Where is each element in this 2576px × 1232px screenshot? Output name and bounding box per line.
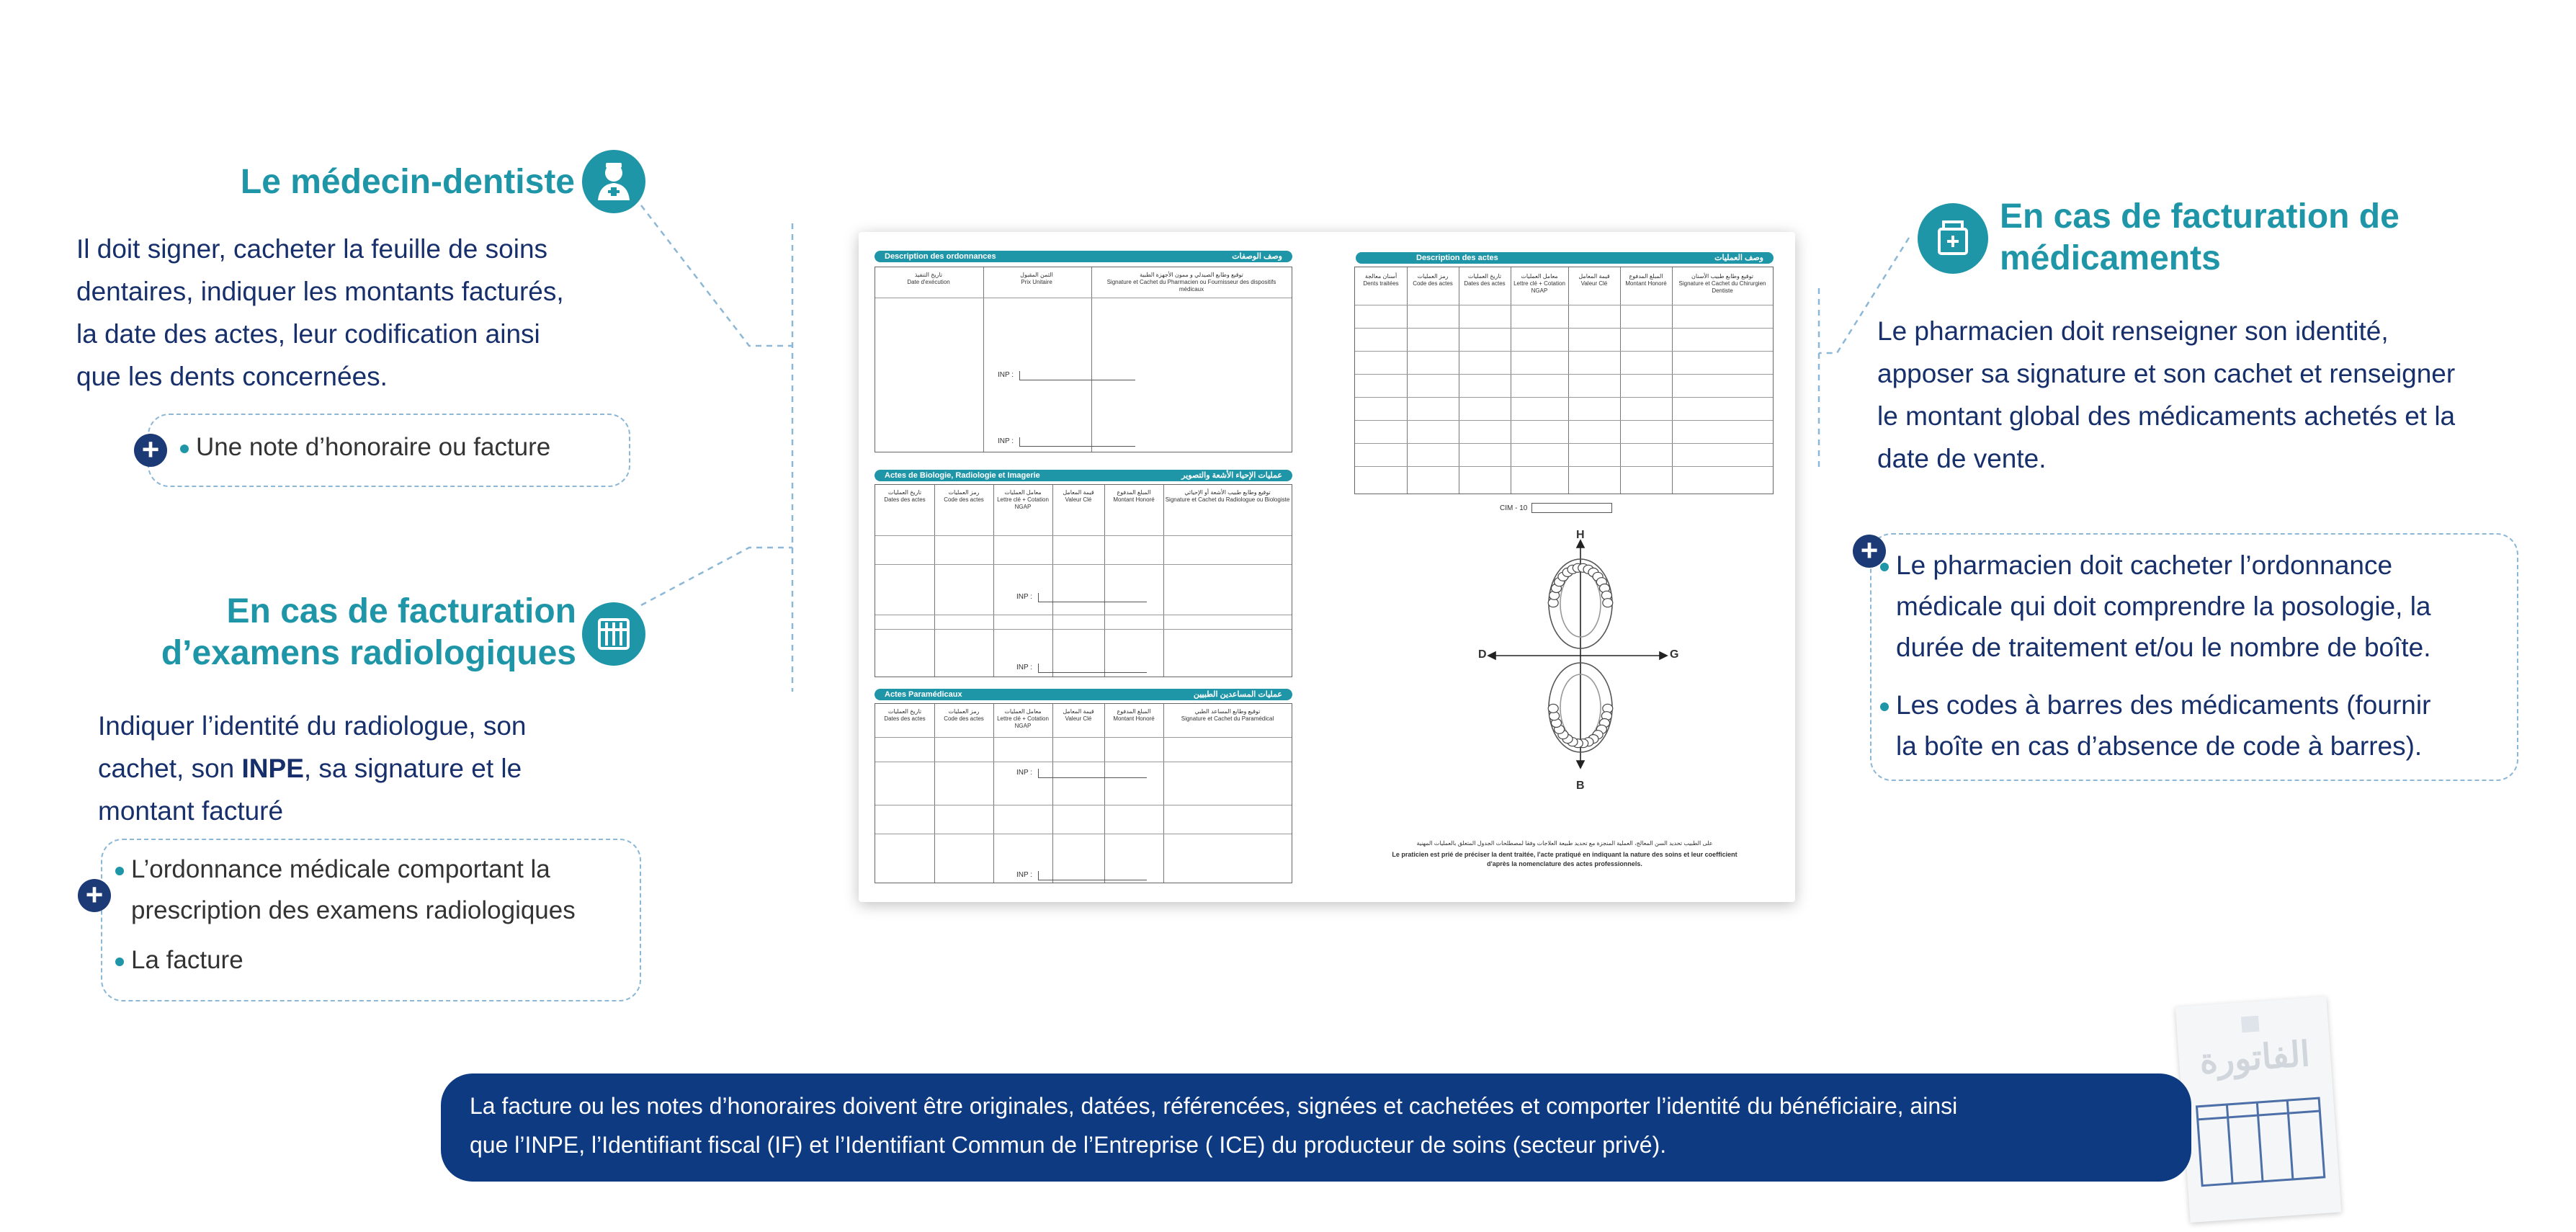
banner-line: que l’INPE, l’Identifiant fiscal (IF) et l’Identifiant Commun de l’Entreprise ( ICE) du producteur de soins (secteur privé). — [470, 1132, 1667, 1158]
table-row — [1355, 351, 1773, 352]
table-row — [1355, 397, 1773, 398]
radiology-bullet-text: La facture — [131, 946, 243, 974]
table-header: أسنان معالجة Dents traitées — [1363, 273, 1399, 287]
table-row — [875, 535, 1292, 536]
medication-bullet-text: Le pharmacien doit cacheter l’ordonnance — [1896, 550, 2393, 580]
form-note-ar: على الطبيب تحديد السن المعالج، العملية المنجزة مع تحديد طبيعة العلاجات وفقا لمصطلحات الجدول المتعلق بالعمليات المهنية — [1416, 840, 1713, 847]
inp-field — [1038, 769, 1147, 778]
table-col — [1091, 267, 1092, 452]
medication-bullet-text: la boîte en cas d’absence de code à barres). — [1896, 731, 2423, 761]
radiology-description — [98, 705, 631, 832]
table-row — [1355, 420, 1773, 421]
table-col — [1620, 267, 1621, 494]
table-header: المبلغ المدفوع Montant Honoré — [1113, 708, 1155, 722]
cim-label: CIM - 10 — [1500, 504, 1528, 512]
form-note-fr-line: d'après la nomenclature des actes professionnels. — [1487, 860, 1642, 867]
medication-bullet-1 — [1880, 545, 2431, 668]
axis-label-top: H — [1576, 529, 1585, 541]
bullet-dot — [1880, 563, 1889, 571]
table-col — [983, 267, 984, 452]
section-header-actes — [1356, 252, 1774, 264]
section-title-ar: عمليات المساعدين الطبيين — [1193, 690, 1282, 699]
radiology-text: cachet, son — [98, 754, 242, 783]
inp-field — [1038, 593, 1147, 602]
bullet-dot — [1880, 702, 1889, 711]
info-banner — [441, 1073, 2191, 1182]
bullet-dot — [180, 445, 189, 453]
medication-title-line2: médicaments — [2000, 239, 2221, 277]
radiology-line: montant facturé — [98, 796, 284, 826]
table-header: المبلغ المدفوع Montant Honoré — [1113, 489, 1155, 503]
section-title-fr: Actes Paramédicaux — [885, 690, 962, 699]
medication-line: le montant global des médicaments achetés et la — [1877, 401, 2456, 431]
table-col — [993, 485, 994, 677]
section-header-ordonnances — [875, 251, 1292, 262]
inp-field — [1019, 437, 1135, 447]
medication-title-line1: En cas de facturation de — [2000, 197, 2400, 236]
inp-field — [1019, 371, 1135, 380]
bullet-dot — [115, 867, 124, 875]
table-col — [1407, 267, 1408, 494]
table-header: المبلغ المدفوع Montant Honoré — [1625, 273, 1667, 287]
section-title-ar: وصف العمليات — [1714, 254, 1763, 262]
inp-field — [1038, 871, 1147, 880]
medicine-box-icon — [1918, 203, 1988, 274]
dental-care-form — [859, 232, 1795, 902]
dentist-bullet-text: Une note d’honoraire ou facture — [196, 433, 551, 461]
table-col — [1052, 485, 1053, 677]
table-header: قيمة المعامل Valeur Clé — [1063, 708, 1094, 722]
table-col — [1672, 267, 1673, 494]
table-row — [875, 629, 1292, 630]
table-col — [1568, 267, 1569, 494]
medication-title — [2000, 196, 2562, 280]
inp-label: INP : — [1016, 769, 1033, 777]
medication-bullet-text: Les codes à barres des médicaments (fournir — [1896, 690, 2431, 720]
table-col — [1163, 485, 1164, 677]
banner-line: La facture ou les notes d’honoraires doivent être originales, datées, référencées, signées et cachetées et comporter l’identité du bénéficiaire, ainsi — [470, 1093, 1958, 1119]
table-col — [1163, 704, 1164, 883]
invoice-title-text: الفاتورة — [2198, 1035, 2312, 1081]
table-header: توقيع وطابع طبيب الأشعة أو الإحيائي Signature et Cachet du Radiologue ou Biologiste — [1165, 489, 1290, 503]
table-header: تاريخ العمليات Dates des actes — [1464, 273, 1506, 287]
plus-icon: + — [134, 434, 167, 467]
medication-bullet-text: durée de traitement et/ou le nombre de boîte. — [1896, 633, 2431, 662]
table-header: رمز العمليات Code des actes — [944, 489, 984, 503]
medication-line: apposer sa signature et son cachet et renseigner — [1877, 359, 2456, 388]
table-header: رمز العمليات Code des actes — [1413, 273, 1453, 287]
table-header: معامل العمليات Lettre clé + Cotation NGAP — [997, 489, 1049, 510]
axis-label-bottom: B — [1576, 780, 1585, 792]
radiology-bullet-text: prescription des examens radiologiques — [131, 896, 576, 924]
plus-icon: + — [1853, 535, 1886, 568]
table-row — [875, 737, 1292, 738]
cim-field — [1531, 503, 1612, 513]
dentist-line: dentaires, indiquer les montants facturés, — [76, 277, 564, 306]
table-row — [1355, 466, 1773, 467]
medication-bullet-text: médicale qui doit comprendre la posologie, la — [1896, 592, 2431, 621]
radiology-line: Indiquer l’identité du radiologue, son — [98, 711, 527, 741]
radiology-icon — [582, 602, 645, 666]
radiology-title-line1: En cas de facturation — [226, 592, 576, 630]
plus-icon: + — [78, 879, 111, 912]
dentist-bullet — [180, 427, 550, 468]
bullet-dot — [115, 958, 124, 966]
table-row — [1355, 374, 1773, 375]
radiology-bullet-1 — [115, 849, 576, 931]
radiology-title-line2: d’examens radiologiques — [161, 634, 576, 672]
table-col — [1104, 704, 1105, 883]
inp-field — [1038, 664, 1147, 673]
table-header: تاريخ التنفيذ Date d'exécution — [907, 272, 950, 285]
dentist-title: Le médecin-dentiste — [240, 163, 575, 201]
paramedicaux-table — [875, 703, 1292, 883]
table-header: تاريخ العمليات Dates des actes — [884, 708, 926, 722]
section-title-ar: وصف الوصفات — [1232, 252, 1282, 261]
medication-line: Le pharmacien doit renseigner son identité, — [1877, 316, 2389, 346]
section-title-fr: Description des actes — [1416, 254, 1498, 262]
biologie-table — [875, 484, 1292, 677]
tooth-icon — [1548, 704, 1558, 713]
dentist-line: Il doit signer, cacheter la feuille de soins — [76, 234, 548, 264]
table-header: معامل العمليات Lettre clé + Cotation NGAP — [1513, 273, 1565, 294]
dentist-line: la date des actes, leur codification ainsi — [76, 319, 540, 349]
ordonnances-table — [875, 267, 1292, 452]
section-title-fr: Actes de Biologie, Radiologie et Imagerie — [885, 471, 1040, 480]
dentist-icon — [582, 150, 645, 213]
radiology-title — [43, 591, 576, 674]
section-title-ar: عمليات الإحياء الأشعة والتصوير — [1181, 471, 1282, 480]
radiology-bullet-2 — [115, 939, 243, 981]
table-header: قيمة المعامل Valeur Clé — [1063, 489, 1094, 503]
section-header-biologie — [875, 470, 1292, 481]
radiology-line — [98, 747, 631, 790]
actes-table — [1354, 267, 1774, 494]
table-row — [875, 564, 1292, 565]
radiology-text: , sa signature et le — [303, 754, 522, 783]
radiology-bullet-text: L’ordonnance médicale comportant la — [131, 855, 550, 883]
invoice-document-icon — [2175, 996, 2341, 1223]
inp-label: INP : — [1016, 871, 1033, 879]
tooth-icon — [1603, 599, 1613, 607]
table-col — [993, 704, 994, 883]
axis-label-right: G — [1670, 648, 1679, 661]
medication-description — [1877, 310, 2497, 480]
table-header: معامل العمليات Lettre clé + Cotation NGAP — [997, 708, 1049, 729]
dentist-line: que les dents concernées. — [76, 362, 388, 391]
table-col — [1052, 704, 1053, 883]
inp-label: INP : — [998, 437, 1014, 445]
inp-label: INP : — [1016, 664, 1033, 671]
table-header: قيمة المعامل Valeur Clé — [1578, 273, 1610, 287]
table-header: رمز العمليات Code des actes — [944, 708, 984, 722]
table-col — [934, 485, 935, 677]
table-header: توقيع وطابع المساعد الطبي Signature et Cachet du Paramédical — [1181, 708, 1274, 722]
table-col — [1104, 485, 1105, 677]
medication-bullet-2 — [1880, 684, 2430, 767]
inpe-bold: INPE — [241, 754, 304, 783]
medication-line: date de vente. — [1877, 444, 2047, 473]
invoice-table-lines — [2175, 996, 2341, 1223]
inp-label: INP : — [1016, 593, 1033, 601]
dentist-description — [76, 228, 638, 398]
dental-chart — [1478, 535, 1680, 780]
table-header: توقيع وطابع طبيب الأسنان Signature et Cachet du Chirurgien Dentiste — [1678, 273, 1766, 294]
section-header-paramedicaux — [875, 689, 1292, 700]
table-row — [1355, 328, 1773, 329]
table-header: تاريخ العمليات Dates des actes — [884, 489, 926, 503]
table-header: الثمن المقبول Prix Unitaire — [1020, 272, 1053, 285]
table-header: توقيع وطابع الصيدلي و ممون الأجهزة الطبية Signature et Cachet du Pharmacien ou Fournisseur des dispositifs médicaux — [1106, 272, 1276, 293]
form-note-fr — [1356, 850, 1774, 869]
form-note-fr-line: Le praticien est prié de préciser la dent traitée, l'acte pratiqué en indiquant la nature des soins et leur coefficient — [1392, 851, 1738, 858]
section-title-fr: Description des ordonnances — [885, 252, 996, 261]
axis-label-left: D — [1478, 648, 1487, 661]
table-row — [1355, 443, 1773, 444]
table-col — [934, 704, 935, 883]
inp-label: INP : — [998, 371, 1014, 379]
